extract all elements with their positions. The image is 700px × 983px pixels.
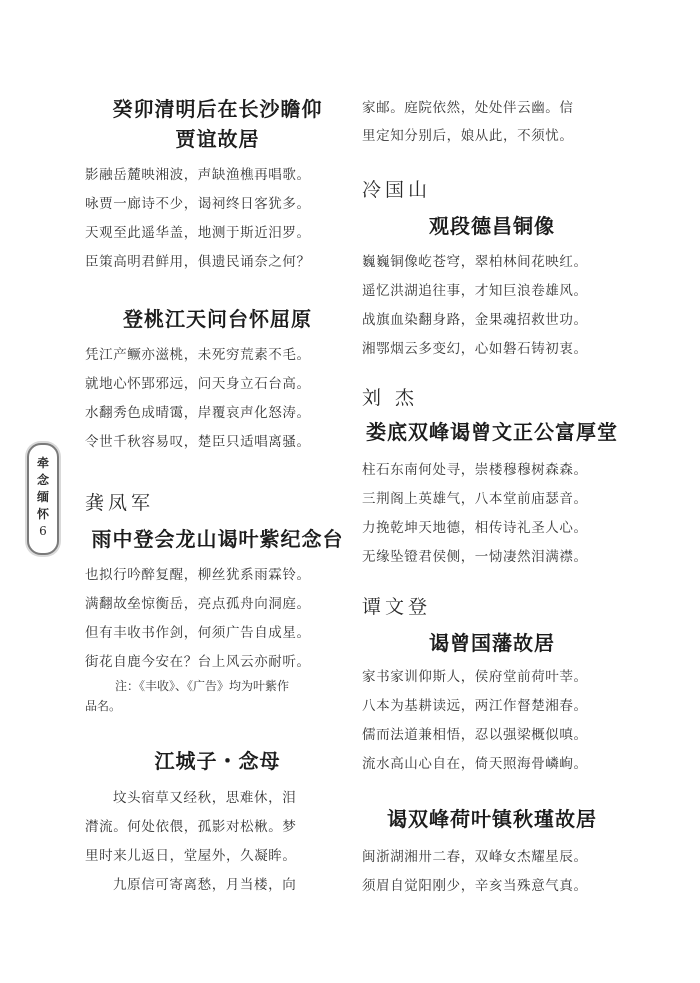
poem-title: 登桃江天问台怀屈原: [123, 307, 312, 331]
poem-title: 谒曾国藩故居: [429, 631, 555, 655]
poem-line: 遥忆洪湖追往事，才知巨浪卷雄风。: [362, 283, 588, 299]
side-tab-char: 牵: [36, 456, 49, 470]
poem-line: 力挽乾坤天地德，相传诗礼圣人心。: [362, 520, 588, 536]
side-tab-char: 怀: [36, 507, 49, 521]
poem-line: 咏贾一廊诗不少，谒祠终日客犹多。: [85, 196, 311, 212]
poem-line: 水翻秀色成晴霭，岸覆哀声化怒涛。: [85, 405, 311, 421]
poem-line: 凭江产鳜亦滋桃，未死穷荒素不毛。: [85, 347, 311, 363]
poem-title: 观段德昌铜像: [429, 214, 555, 238]
poem-line: 但有丰收书作剑，何须广告自成星。: [85, 625, 311, 641]
poem-line: 无缘坠镫君侯侧，一恸凄然泪满襟。: [362, 549, 588, 565]
poem-line: 家邮。庭院依然，处处伴云幽。信: [362, 100, 574, 116]
poem-line: 三荆阁上英雄气，八本堂前庙瑟音。: [362, 491, 588, 507]
poem-line: 巍巍铜像屹苍穹，翠柏林间花映红。: [362, 254, 588, 270]
author-name: 刘杰: [362, 387, 429, 409]
poem-line: 家书家训仰斯人，侯府堂前荷叶莘。: [362, 669, 588, 685]
poem-line: 令世千秋容易叹，楚臣只适唱离骚。: [85, 434, 311, 450]
poem-line: 街花自鹿今安在？台上风云亦耐听。: [85, 654, 311, 670]
author-name: 谭文登: [362, 596, 432, 618]
poem-line: 须眉自觉阳刚少，辛亥当殊意气真。: [362, 878, 588, 894]
poem-title: 谒双峰荷叶镇秋瑾故居: [387, 807, 597, 831]
poem-line: 九原信可寄离愁，月当楼，向: [113, 877, 297, 893]
author-name: 冷国山: [362, 179, 432, 201]
poem-line: 满翻故垒惊衡岳，亮点孤舟向洞庭。: [85, 596, 311, 612]
poem-note-cont: 品名。: [85, 699, 122, 713]
poem-title: 江城子・念母: [154, 749, 281, 773]
poem-line: 影融岳麓映湘波，声缺渔樵再唱歌。: [85, 167, 311, 183]
poem-line: 也拟行吟醉复醒，柳丝犹系雨霖铃。: [85, 567, 311, 583]
poem-line: 里定知分别后，娘从此，不须忧。: [362, 128, 574, 144]
poem-title: 雨中登会龙山谒叶紫纪念台: [91, 527, 344, 551]
poem-line: 儒而法道兼相悟，忍以强梁概似嗔。: [362, 727, 588, 743]
poem-title: 娄底双峰谒曾文正公富厚堂: [366, 420, 618, 444]
page-number: 6: [39, 524, 47, 538]
side-tab-label: [29, 455, 57, 540]
side-section-tab: [27, 443, 59, 555]
poem-line: 八本为基耕读远，两江作督楚湘春。: [362, 698, 588, 714]
poem-line: 天观至此遥华盖，地测于斯近汨罗。: [85, 225, 311, 241]
poem-line: 流水高山心自在，倚天照海骨嶙峋。: [362, 756, 588, 772]
poem-line: 闽浙湖湘卅二春，双峰女杰耀星辰。: [362, 849, 588, 865]
poem-title: 癸卯清明后在长沙瞻仰: [112, 97, 323, 121]
poem-line: 柱石东南何处寻，崇楼穆穆树森森。: [362, 462, 588, 478]
side-tab-char: 缅: [36, 490, 49, 504]
poem-line: 潸流。何处依偎，孤影对松楸。梦: [85, 819, 297, 835]
author-name: 龚凤军: [85, 492, 155, 514]
side-tab-char: 念: [36, 473, 49, 487]
poem-line: 湘鄂烟云多变幻，心如磐石铸初衷。: [362, 341, 588, 357]
poem-line: 坟头宿草又经秋，思难休，泪: [113, 790, 297, 806]
poem-title-cont: 贾谊故居: [175, 127, 260, 151]
poem-line: 战旗血染翻身路，金果魂招救世功。: [362, 312, 588, 328]
poem-line: 就地心怀郢邪远，问天身立石台高。: [85, 376, 311, 392]
poem-note: 注：《丰收》、《广告》均为叶紫作: [115, 679, 290, 693]
poem-line: 里时来儿返日，堂屋外，久凝眸。: [85, 848, 297, 864]
poem-line: 臣策高明君鲜用，俱遗民诵奈之何？: [85, 254, 311, 270]
